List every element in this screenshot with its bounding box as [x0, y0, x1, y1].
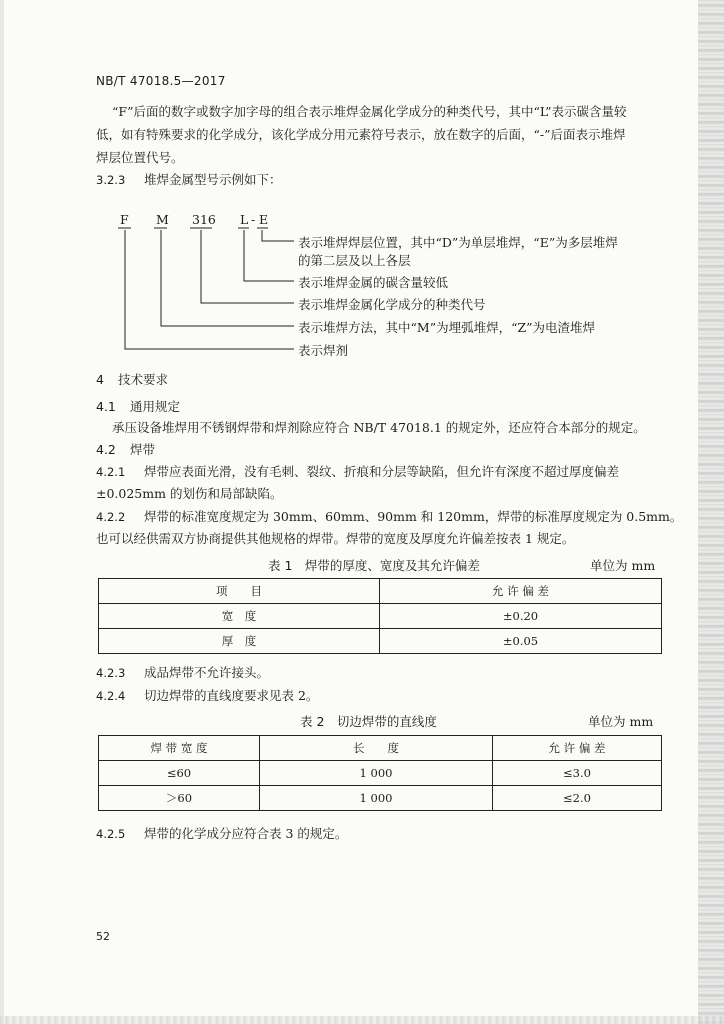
- section-number: 4: [96, 372, 104, 387]
- clause-number: 4.2.5: [96, 827, 126, 841]
- desc-method: 表示堆焊方法，其中“M”为埋弧堆焊，“Z”为电渣堆焊: [298, 320, 596, 335]
- table-cell: ±0.05: [380, 629, 662, 654]
- table-cell: 厚 度: [99, 629, 380, 654]
- table-cell: ≤3.0: [493, 761, 662, 786]
- code-dash: -: [251, 212, 256, 227]
- clause-text-line-1: 焊带的标准宽度规定为 30mm、60mm、90mm 和 120mm，焊带的标准厚度规定为 0.5mm。: [144, 509, 683, 524]
- table-row: [99, 604, 662, 629]
- clause-number: 4.2.3: [96, 666, 126, 680]
- clause-4-2-1-line-2: ±0.025mm 的划伤和局部缺陷。: [96, 486, 283, 501]
- clause-text: 成品焊带不允许接头。: [144, 665, 270, 680]
- table2-unit: 单位为 mm: [588, 714, 654, 729]
- table-row: [99, 761, 662, 786]
- code-316: 316: [192, 212, 216, 227]
- clause-number: 4.2.1: [96, 465, 126, 479]
- table-header-row: [99, 579, 662, 604]
- table-cell: ≤2.0: [493, 786, 662, 811]
- table1-caption: 表 1 焊带的厚度、宽度及其允许偏差: [268, 558, 480, 573]
- code-l: L: [240, 212, 249, 227]
- page-number: 52: [96, 930, 110, 943]
- table-cell: 1 000: [260, 786, 493, 811]
- table-cell: 宽 度: [99, 604, 380, 629]
- section-4-heading: [96, 370, 168, 388]
- code-e: E: [259, 212, 269, 227]
- clause-number: 4.2: [96, 442, 116, 457]
- code-m: M: [156, 212, 169, 227]
- intro-line-2: 低，如有特殊要求的化学成分，该化学成分用元素符号表示，放在数字的后面，“-”后面表示堆焊: [96, 127, 626, 142]
- clause-4-1-heading: [96, 397, 180, 415]
- leader-m: [161, 230, 294, 326]
- table-2: [98, 735, 662, 811]
- table1-unit: 单位为 mm: [590, 558, 656, 573]
- desc-carbon: 表示堆焊金属的碳含量较低: [298, 275, 449, 290]
- clause-title: 通用规定: [130, 399, 181, 414]
- code-f: F: [120, 212, 129, 227]
- clause-number: 4.2.2: [96, 510, 126, 524]
- clause-4-1-text: 承压设备堆焊用不锈钢焊带和焊剂除应符合 NB/T 47018.1 的规定外，还应符合本部分的规定。: [112, 420, 646, 435]
- desc-position-cont: 的第二层及以上各层: [298, 253, 411, 268]
- table-header-row: [99, 736, 662, 761]
- intro-line-3: 焊层位置代号。: [96, 150, 184, 165]
- desc-composition: 表示堆焊金属化学成分的种类代号: [298, 297, 486, 312]
- table-cell: ±0.20: [380, 604, 662, 629]
- clause-text-line-1: 焊带应表面光滑，没有毛刺、裂纹、折痕和分层等缺陷，但允许有深度不超过厚度偏差: [144, 464, 620, 479]
- standard-code: NB/T 47018.5—2017: [96, 74, 226, 88]
- table-header-cell: 项 目: [99, 579, 380, 604]
- clause-title: 堆焊金属型号示例如下：: [144, 172, 282, 187]
- table-cell: 1 000: [260, 761, 493, 786]
- leader-l: [244, 230, 294, 281]
- clause-number: 4.2.4: [96, 689, 126, 703]
- table-row: [99, 786, 662, 811]
- table-1: [98, 578, 662, 654]
- clause-4-2-1: [96, 462, 619, 480]
- table-header-cell: 允 许 偏 差: [493, 736, 662, 761]
- leader-f: [125, 230, 294, 349]
- clause-4-2-2: [96, 507, 682, 525]
- section-title: 技术要求: [118, 372, 169, 387]
- clause-text: 切边焊带的直线度要求见表 2。: [144, 688, 319, 703]
- table-header-cell: 焊 带 宽 度: [99, 736, 260, 761]
- leader-e: [262, 230, 294, 241]
- desc-position: 表示堆焊焊层位置，其中“D”为单层堆焊，“E”为多层堆焊: [298, 235, 618, 250]
- clause-4-2-3: [96, 663, 269, 681]
- clause-4-2-5: [96, 824, 347, 842]
- clause-4-2-4: [96, 686, 318, 704]
- desc-flux: 表示焊剂: [298, 343, 349, 358]
- table-row: [99, 629, 662, 654]
- table-header-cell: 长 度: [260, 736, 493, 761]
- table-cell: ＞60: [99, 786, 260, 811]
- clause-number: 3.2.3: [96, 173, 126, 187]
- table2-caption: 表 2 切边焊带的直线度: [300, 714, 437, 729]
- clause-4-2-heading: [96, 440, 155, 458]
- clause-title: 焊带: [130, 442, 156, 457]
- table-header-cell: 允 许 偏 差: [380, 579, 662, 604]
- intro-line-1: “F”后面的数字或数字加字母的组合表示堆焊金属化学成分的种类代号，其中“L”表示碳含量较: [112, 104, 627, 119]
- clause-4-2-2-line-2: 也可以经供需双方协商提供其他规格的焊带。焊带的宽度及厚度允许偏差按表 1 规定。: [96, 531, 575, 546]
- clause-number: 4.1: [96, 399, 116, 414]
- table-cell: ≤60: [99, 761, 260, 786]
- clause-text: 焊带的化学成分应符合表 3 的规定。: [144, 826, 348, 841]
